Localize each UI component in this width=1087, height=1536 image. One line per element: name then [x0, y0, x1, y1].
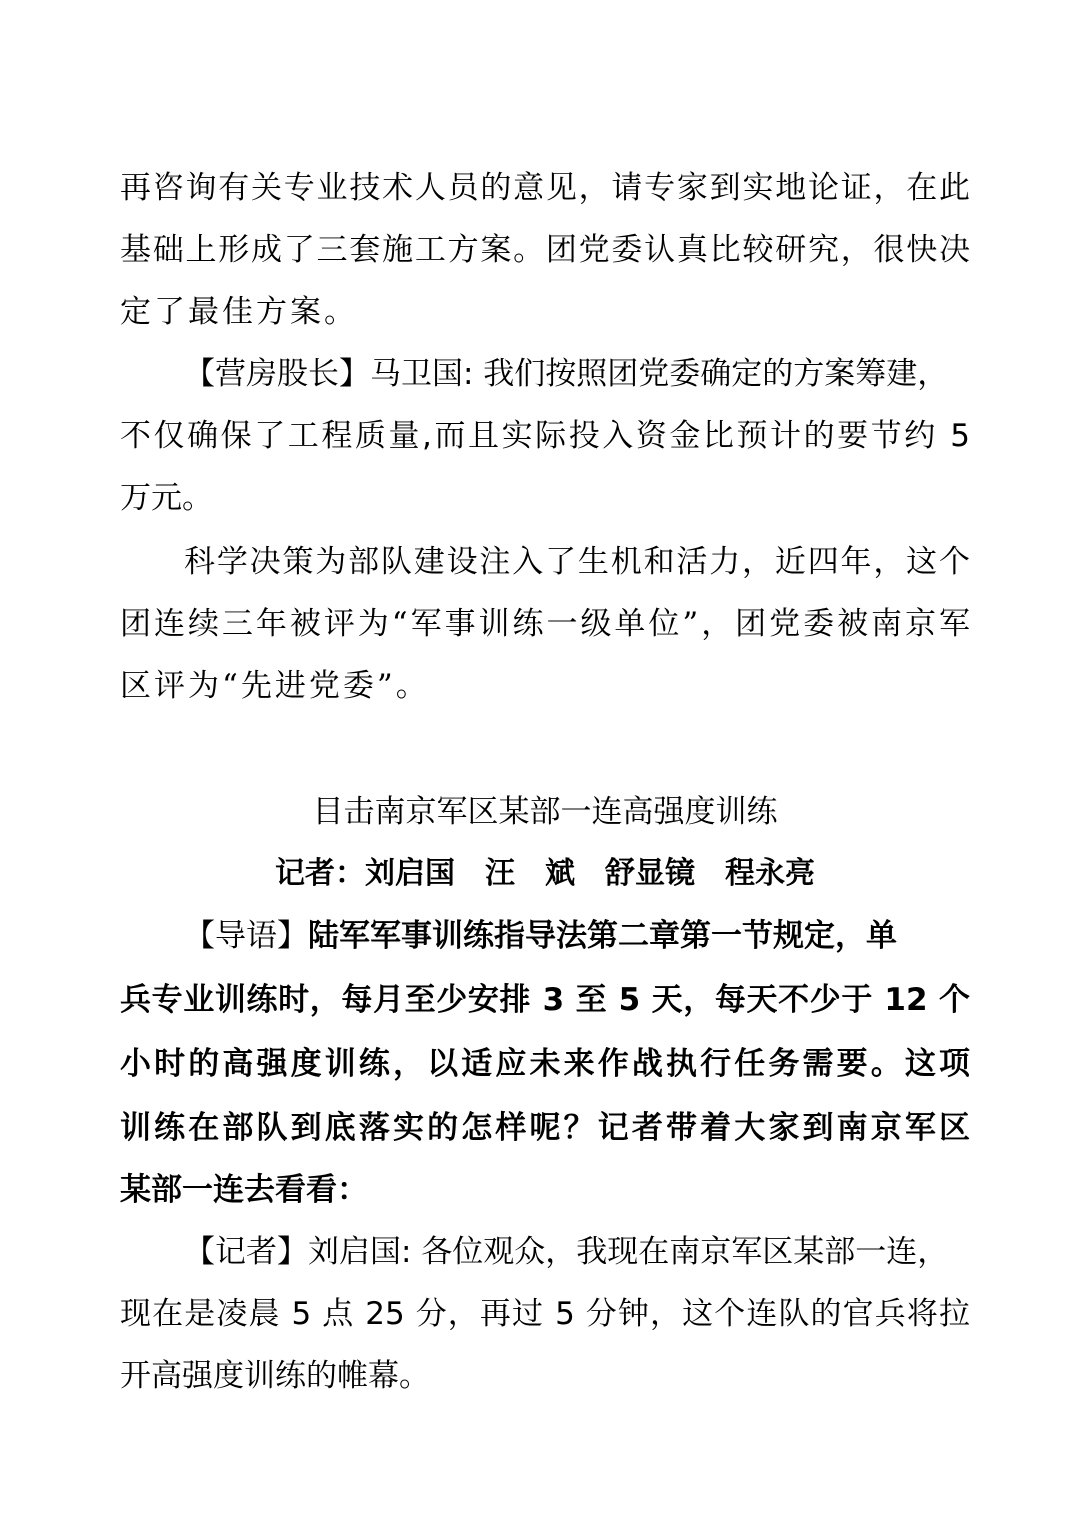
intro-text: 陆军军事训练指导法第二章第一节规定，单 [308, 918, 897, 954]
intro-line-3: 小时的高强度训练，以适应未来作战执行任务需要。这项 [120, 1046, 970, 1082]
reporter-tag: 【记者】 [184, 1234, 308, 1270]
article-title: 目击南京军区某部一连高强度训练 [312, 794, 778, 830]
reporter-name: 刘启国: [308, 1234, 412, 1270]
paragraph-3-line-2: 团连续三年被评为“军事训练一级单位”，团党委被南京军 [120, 606, 970, 642]
intro-line-2: 兵专业训练时，每月至少安排 3 至 5 天，每天不少于 12 个 [120, 982, 970, 1018]
paragraph-1-line-1: 再咨询有关专业技术人员的意见，请专家到实地论证，在此 [120, 170, 970, 206]
reporter-text: 各位观众，我现在南京军区某部一连， [411, 1234, 949, 1270]
speaker-name: 马卫国: [370, 356, 474, 392]
paragraph-3-line-3: 区评为“先进党委”。 [120, 668, 430, 704]
intro-line-4: 训练在部队到底落实的怎样呢？记者带着大家到南京军区 [120, 1110, 970, 1146]
reporter-line-2: 现在是凌晨 5 点 25 分，再过 5 分钟，这个连队的官兵将拉 [120, 1296, 970, 1332]
reporter-line-3: 开高强度训练的帷幕。 [120, 1358, 430, 1394]
speaker-tag: 【营房股长】 [184, 356, 370, 392]
article-byline: 记者：刘启国 汪 斌 舒显镜 程永亮 [275, 856, 815, 891]
paragraph-3-line-1: 科学决策为部队建设注入了生机和活力，近四年，这个 [184, 544, 970, 580]
paragraph-2-line-1 [120, 344, 970, 404]
paragraph-2-text: 我们按照团党委确定的方案筹建， [473, 356, 949, 392]
intro-line-1 [120, 906, 970, 966]
intro-line-5: 某部一连去看看： [120, 1172, 368, 1208]
document-page [120, 0, 970, 1536]
intro-tag: 【导语】 [184, 918, 308, 954]
reporter-line-1 [120, 1222, 970, 1282]
paragraph-1-line-2: 基础上形成了三套施工方案。团党委认真比较研究，很快决 [120, 232, 970, 268]
paragraph-2-line-2: 不仅确保了工程质量,而且实际投入资金比预计的要节约 5 [120, 418, 970, 454]
paragraph-1-line-3: 定了最佳方案。 [120, 294, 358, 330]
paragraph-2-line-3: 万元。 [120, 480, 213, 516]
